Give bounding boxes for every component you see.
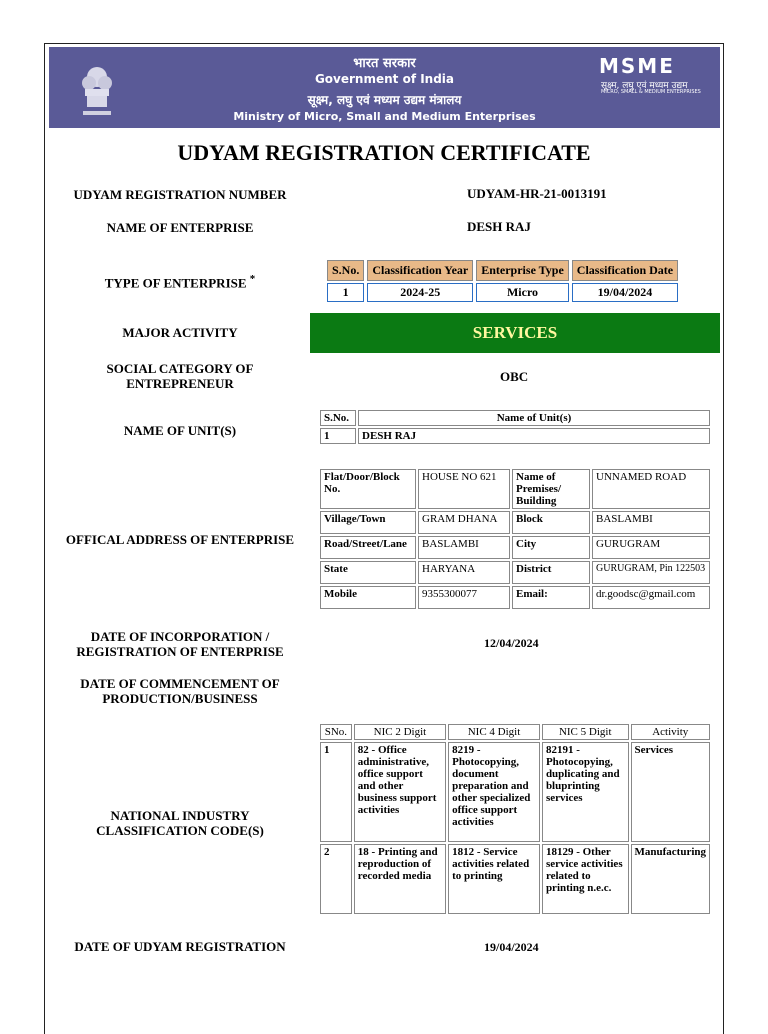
- table-row: [320, 511, 710, 534]
- table-cell: Block: [512, 511, 590, 534]
- table-cell: BASLAMBI: [418, 536, 510, 559]
- column-header: NIC 4 Digit: [448, 724, 540, 740]
- column-header: S.No.: [320, 410, 356, 426]
- label-registration-number: UDYAM REGISTRATION NUMBER: [73, 187, 287, 202]
- table-row: [327, 283, 678, 302]
- table-cell: 8219 - Photocopying, document preparation and other specialized office support activities: [448, 742, 540, 842]
- table-cell: HOUSE NO 621: [418, 469, 510, 509]
- units-table: [318, 408, 712, 446]
- table-cell: Micro: [476, 283, 569, 302]
- table-cell: Village/Town: [320, 511, 416, 534]
- table-cell: Mobile: [320, 586, 416, 609]
- ministry-name: Ministry of Micro, Small and Medium Enterprises: [233, 110, 536, 123]
- msme-hindi-tagline: सूक्ष्म, लघु एवं मध्यम उद्यम: [601, 81, 688, 91]
- label-enterprise-name: NAME OF ENTERPRISE: [106, 220, 254, 235]
- table-row: [320, 469, 710, 509]
- label-enterprise-type: TYPE OF ENTERPRISE *: [104, 273, 256, 291]
- table-cell: HARYANA: [418, 561, 510, 584]
- table-cell: 82191 - Photocopying, duplicating and bluprinting services: [542, 742, 629, 842]
- table-cell: District: [512, 561, 590, 584]
- table-cell: 19/04/2024: [572, 283, 678, 302]
- table-row: [320, 536, 710, 559]
- udyam-registration-date: 19/04/2024: [484, 940, 539, 954]
- classification-table: [324, 258, 681, 304]
- table-row: [320, 844, 710, 914]
- table-row: [320, 428, 710, 444]
- label-social-category: SOCIAL CATEGORY OF ENTREPRENEUR: [106, 361, 254, 391]
- column-header: S.No.: [327, 260, 364, 281]
- table-row: [320, 586, 710, 609]
- table-cell: GURUGRAM: [592, 536, 710, 559]
- label-nic-codes: NATIONAL INDUSTRY CLASSIFICATION CODE(S): [96, 808, 264, 838]
- column-header: Classification Year: [367, 260, 473, 281]
- table-cell: City: [512, 536, 590, 559]
- table-cell: GURUGRAM, Pin 122503: [592, 561, 710, 584]
- label-official-address: OFFICAL ADDRESS OF ENTERPRISE: [65, 532, 295, 547]
- table-row: [320, 561, 710, 584]
- label-incorporation-date: DATE OF INCORPORATION / REGISTRATION OF ENTERPRISE: [76, 629, 284, 659]
- table-cell: Services: [631, 742, 711, 842]
- address-table: [318, 467, 712, 611]
- ministry-hindi: सूक्ष्म, लघु एवं मध्यम उद्यम मंत्रालय: [307, 93, 462, 107]
- table-row: [320, 742, 710, 842]
- table-cell: 2024-25: [367, 283, 473, 302]
- registration-number: UDYAM-HR-21-0013191: [467, 186, 607, 201]
- table-cell: Name of Premises/ Building: [512, 469, 590, 509]
- column-header: Classification Date: [572, 260, 678, 281]
- table-cell: 2: [320, 844, 352, 914]
- label-unit-names: NAME OF UNIT(S): [123, 423, 237, 438]
- msme-subtitle: MICRO, SMALL & MEDIUM ENTERPRISES: [601, 89, 701, 95]
- social-category: OBC: [500, 369, 529, 384]
- table-cell: Road/Street/Lane: [320, 536, 416, 559]
- table-cell: State: [320, 561, 416, 584]
- label-major-activity: MAJOR ACTIVITY: [122, 325, 238, 340]
- table-cell: 1: [327, 283, 364, 302]
- table-cell: Email:: [512, 586, 590, 609]
- column-header: Name of Unit(s): [358, 410, 710, 426]
- table-cell: 82 - Office administrative, office support and other business support activities: [354, 742, 446, 842]
- table-cell: 18 - Printing and reproduction of recorded media: [354, 844, 446, 914]
- header-banner: [49, 47, 720, 128]
- table-header-row: [320, 724, 710, 740]
- table-cell: 1: [320, 428, 356, 444]
- table-cell: 18129 - Other service activities related to printing n.e.c.: [542, 844, 629, 914]
- table-cell: GRAM DHANA: [418, 511, 510, 534]
- nic-table: [318, 722, 712, 916]
- table-cell: DESH RAJ: [358, 428, 710, 444]
- table-header-row: [320, 410, 710, 426]
- table-cell: Manufacturing: [631, 844, 711, 914]
- table-cell: 9355300077: [418, 586, 510, 609]
- label-udyam-registration-date: DATE OF UDYAM REGISTRATION: [74, 939, 286, 954]
- hindi-government-title: भारत सरकार: [353, 56, 416, 71]
- government-of-india: Government of India: [314, 72, 455, 86]
- column-header: Activity: [631, 724, 711, 740]
- table-cell: dr.goodsc@gmail.com: [592, 586, 710, 609]
- column-header: NIC 2 Digit: [354, 724, 446, 740]
- table-cell: UNNAMED ROAD: [592, 469, 710, 509]
- msme-logo: MSME: [599, 54, 675, 78]
- table-header-row: [327, 260, 678, 281]
- column-header: NIC 5 Digit: [542, 724, 629, 740]
- major-activity-value: SERVICES: [310, 313, 720, 353]
- table-cell: BASLAMBI: [592, 511, 710, 534]
- certificate-title: UDYAM REGISTRATION CERTIFICATE: [177, 140, 591, 165]
- table-cell: Flat/Door/Block No.: [320, 469, 416, 509]
- column-header: Enterprise Type: [476, 260, 569, 281]
- enterprise-name: DESH RAJ: [467, 219, 531, 234]
- incorporation-date: 12/04/2024: [484, 636, 539, 650]
- label-commencement-date: DATE OF COMMENCEMENT OF PRODUCTION/BUSINESS: [80, 676, 280, 706]
- table-cell: 1: [320, 742, 352, 842]
- column-header: SNo.: [320, 724, 352, 740]
- table-cell: 1812 - Service activities related to printing: [448, 844, 540, 914]
